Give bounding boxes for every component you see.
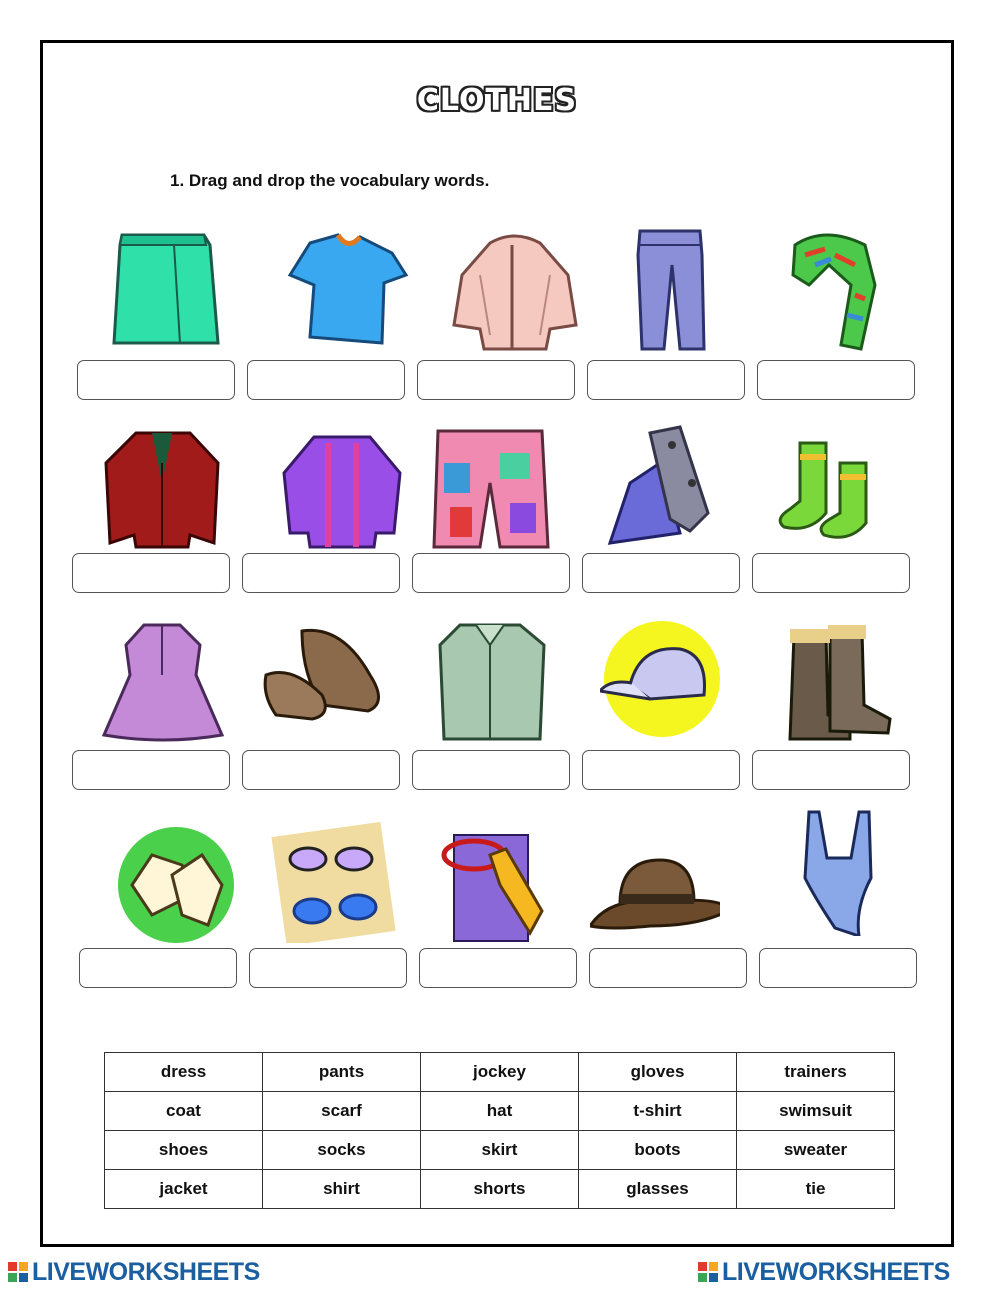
word-tile[interactable]: jacket xyxy=(105,1170,263,1209)
answer-box-pants[interactable] xyxy=(587,360,745,400)
answer-box-boots[interactable] xyxy=(752,750,910,790)
word-bank-row xyxy=(105,1092,895,1131)
boots-picture-icon xyxy=(770,615,900,743)
dress-picture-icon xyxy=(100,615,230,743)
word-tile[interactable]: hat xyxy=(421,1092,579,1131)
word-tile[interactable]: t-shirt xyxy=(579,1092,737,1131)
word-tile[interactable]: trainers xyxy=(737,1053,895,1092)
word-tile[interactable]: coat xyxy=(105,1092,263,1131)
answer-box-sweater[interactable] xyxy=(242,553,400,593)
answer-box-tshirt[interactable] xyxy=(247,360,405,400)
pants-picture-icon xyxy=(620,225,750,353)
word-tile[interactable]: tie xyxy=(737,1170,895,1209)
answer-box-gloves[interactable] xyxy=(79,948,237,988)
answer-box-trainers[interactable] xyxy=(582,553,740,593)
word-bank-row xyxy=(105,1053,895,1092)
answer-box-hat[interactable] xyxy=(589,948,747,988)
gloves-picture-icon xyxy=(112,815,242,943)
answer-box-shorts[interactable] xyxy=(412,553,570,593)
word-tile[interactable]: pants xyxy=(263,1053,421,1092)
page-title: CLOTHES xyxy=(416,83,578,118)
answer-box-glasses[interactable] xyxy=(249,948,407,988)
shoes-picture-icon xyxy=(262,615,392,743)
answer-box-coat[interactable] xyxy=(72,553,230,593)
logo-text: LIVEWORKSHEETS xyxy=(32,1257,260,1286)
instruction-text: 1. Drag and drop the vocabulary words. xyxy=(170,171,490,190)
word-tile[interactable]: shoes xyxy=(105,1131,263,1170)
coat-picture-icon xyxy=(100,423,230,551)
word-tile[interactable]: socks xyxy=(263,1131,421,1170)
word-tile[interactable]: shirt xyxy=(263,1170,421,1209)
word-bank xyxy=(104,1052,895,1209)
word-tile[interactable]: shorts xyxy=(421,1170,579,1209)
liveworksheets-logo-left[interactable] xyxy=(8,1258,260,1286)
socks-picture-icon xyxy=(770,423,900,551)
jacket-picture-icon xyxy=(450,225,580,353)
answer-box-dress[interactable] xyxy=(72,750,230,790)
word-tile[interactable]: swimsuit xyxy=(737,1092,895,1131)
answer-box-skirt[interactable] xyxy=(77,360,235,400)
tie-picture-icon xyxy=(430,815,560,943)
scarf-picture-icon xyxy=(785,225,915,353)
answer-box-socks[interactable] xyxy=(752,553,910,593)
shorts-picture-icon xyxy=(430,423,560,551)
skirt-picture-icon xyxy=(100,225,230,353)
glasses-picture-icon xyxy=(268,815,398,943)
logo-blocks-icon xyxy=(8,1262,28,1282)
answer-box-shirt[interactable] xyxy=(412,750,570,790)
word-bank-row xyxy=(105,1170,895,1209)
word-tile[interactable]: sweater xyxy=(737,1131,895,1170)
answer-box-shoes[interactable] xyxy=(242,750,400,790)
word-tile[interactable]: skirt xyxy=(421,1131,579,1170)
word-tile[interactable]: dress xyxy=(105,1053,263,1092)
logo-blocks-icon xyxy=(698,1262,718,1282)
word-tile[interactable]: scarf xyxy=(263,1092,421,1131)
word-tile[interactable]: jockey xyxy=(421,1053,579,1092)
hat-picture-icon xyxy=(590,830,720,958)
answer-box-jockey[interactable] xyxy=(582,750,740,790)
shirt-picture-icon xyxy=(430,615,560,743)
word-tile[interactable]: boots xyxy=(579,1131,737,1170)
answer-box-scarf[interactable] xyxy=(757,360,915,400)
word-bank-row xyxy=(105,1131,895,1170)
liveworksheets-logo-right[interactable] xyxy=(698,1258,950,1286)
word-tile[interactable]: gloves xyxy=(579,1053,737,1092)
answer-box-swimsuit[interactable] xyxy=(759,948,917,988)
answer-box-jacket[interactable] xyxy=(417,360,575,400)
tshirt-picture-icon xyxy=(280,225,410,353)
trainers-picture-icon xyxy=(600,423,730,551)
answer-box-tie[interactable] xyxy=(419,948,577,988)
swimsuit-picture-icon xyxy=(775,808,905,936)
word-tile[interactable]: glasses xyxy=(579,1170,737,1209)
sweater-picture-icon xyxy=(280,423,410,551)
jockey-picture-icon xyxy=(600,615,730,743)
logo-text: LIVEWORKSHEETS xyxy=(722,1257,950,1286)
